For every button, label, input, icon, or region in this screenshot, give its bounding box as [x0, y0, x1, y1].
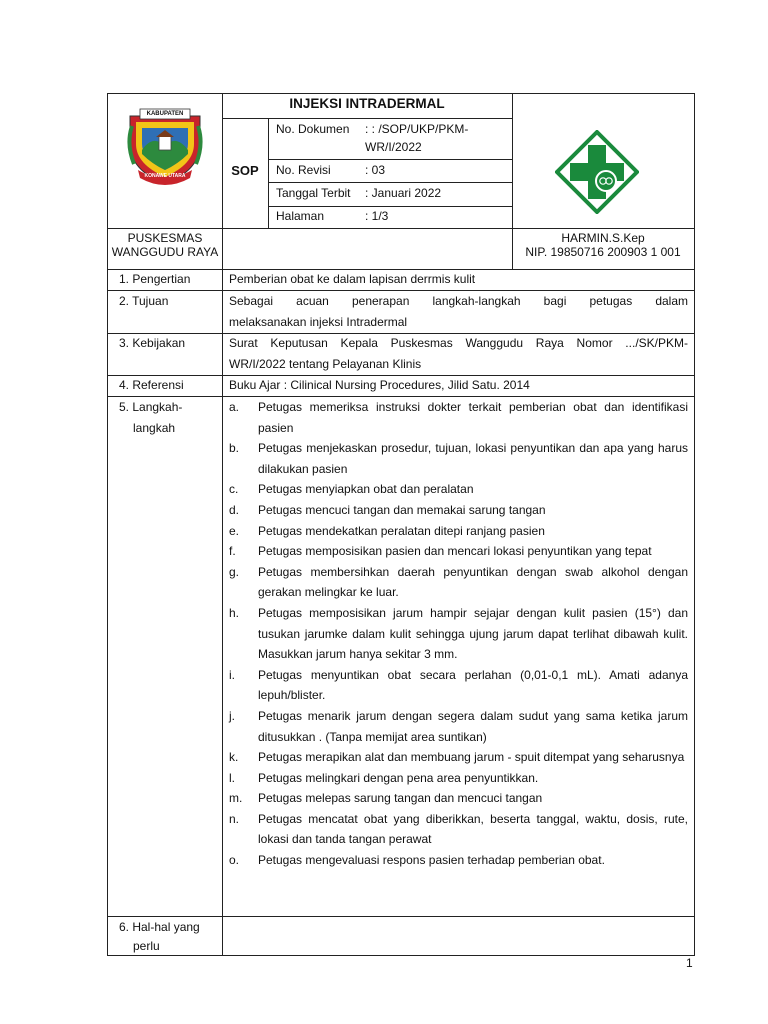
step-letter: a. — [229, 400, 240, 414]
org-name-line2: WANGGUDU RAYA — [111, 245, 219, 259]
step-item — [229, 479, 688, 500]
label-column-divider — [222, 93, 223, 955]
step-item — [229, 665, 688, 706]
step-letter: i. — [229, 667, 235, 682]
step-letter: d. — [229, 502, 240, 517]
logo-ribbon-text: KONAWE UTARA — [144, 173, 186, 179]
issue-date-label: Tanggal Terbit — [276, 186, 351, 200]
doc-number-label: No. Dokumen — [276, 122, 350, 136]
row-label-referensi: 4. Referensi — [119, 378, 184, 392]
revision-label: No. Revisi — [276, 163, 331, 177]
row-text-pengertian: Pemberian obat ke dalam lapisan derrmis kulit — [229, 272, 476, 286]
step-letter: j. — [229, 708, 235, 723]
step-item — [229, 521, 688, 542]
step-item — [229, 706, 688, 747]
step-text: Petugas memposisikan jarum hampir sejajar dengan kulit pasien (15°) dan tusukan jarumke dalam kulit sehingga ujung jarum dapat terlihat dibawah kulit. Masukkan jarum hanya sekitar 3 mm. — [258, 605, 688, 662]
doc-number-value: : : /SOP/UKP/PKM- — [365, 122, 469, 136]
step-text: Petugas mencuci tangan dan memakai sarung tangan — [258, 502, 546, 517]
org-name-line1: PUSKESMAS — [127, 231, 203, 245]
step-item — [229, 747, 688, 768]
step-text: Petugas mendekatkan peralatan ditepi ranjang pasien — [258, 523, 545, 538]
row-label-hal-1: 6. Hal-hal yang — [119, 920, 200, 934]
health-cross-logo — [555, 130, 639, 214]
document-title: INJEKSI INTRADERMAL — [289, 96, 445, 111]
row-label-pengertian: 1. Pengertian — [119, 272, 191, 286]
logo-banner-text: KABUPATEN — [146, 111, 184, 117]
step-text: Petugas memposisikan pasien dan mencari lokasi penyuntikan yang tepat — [258, 544, 652, 559]
step-letter: b. — [229, 441, 240, 456]
signer-name: HARMIN.S.Kep — [561, 231, 645, 245]
row-label-langkah-2: langkah — [133, 421, 176, 435]
signer-nip: NIP. 19850716 200903 1 001 — [525, 245, 681, 259]
step-text: Petugas memeriksa instruksi dokter terkait pemberian obat dan identifikasi pasien — [258, 400, 688, 435]
step-letter: m. — [229, 791, 243, 806]
step-item — [229, 562, 688, 603]
row-label-tujuan: 2. Tujuan — [119, 294, 169, 308]
step-letter: l. — [229, 770, 235, 785]
step-letter: e. — [229, 523, 240, 538]
sop-label: SOP — [231, 163, 259, 178]
row-label-kebijakan: 3. Kebijakan — [119, 336, 186, 350]
row-text-tujuan-2: melaksanakan injeksi Intradermal — [229, 315, 408, 329]
step-item — [229, 850, 688, 871]
step-letter: n. — [229, 811, 240, 826]
step-item — [229, 438, 688, 479]
step-item — [229, 500, 688, 521]
table-border-left — [107, 93, 108, 955]
step-item — [229, 541, 688, 562]
procedure-steps-list — [229, 397, 688, 871]
step-item — [229, 768, 688, 789]
step-letter: g. — [229, 564, 240, 579]
step-letter: c. — [229, 482, 239, 497]
page-number: 1 — [686, 956, 693, 970]
table-border-right — [694, 93, 695, 955]
step-text: Petugas membersihkan daerah penyuntikan dengan swab alkohol dengan gerakan melingkar ke luar. — [258, 564, 688, 600]
issue-date-value: : Januari 2022 — [365, 186, 442, 200]
kabupaten-logo — [118, 104, 212, 188]
step-text: Petugas melingkari dengan pena area penyuntikkan. — [258, 770, 539, 785]
step-item — [229, 788, 688, 809]
table-border-bottom — [107, 955, 695, 956]
step-letter: f. — [229, 544, 236, 559]
step-item — [229, 809, 688, 850]
step-text: Petugas menyiapkan obat dan peralatan — [258, 482, 474, 497]
step-text: Petugas mencatat obat yang diberikkan, beserta tanggal, waktu, dosis, rute, lokasi dan tanda tangan perawat — [258, 811, 688, 847]
page-value: : 1/3 — [365, 209, 389, 223]
step-item — [229, 397, 688, 438]
step-text: Petugas mengevaluasi respons pasien terhadap pemberian obat. — [258, 853, 605, 868]
step-text: Petugas menjekaskan prosedur, tujuan, lokasi penyuntikan dan apa yang harus dilakukan pasien — [258, 441, 688, 476]
sop-column-divider — [268, 118, 269, 228]
step-text: Petugas menarik jarum dengan segera dalam sudut yang sama ketika jarum ditusukkan . (Tanpa memijat area suntikan) — [258, 708, 688, 744]
step-letter: k. — [229, 750, 239, 765]
step-text: Petugas melepas sarung tangan dan mencuci tangan — [258, 791, 543, 806]
step-letter: o. — [229, 853, 240, 868]
row-text-kebijakan-2: WR/I/2022 tentang Pelayanan Klinis — [229, 357, 422, 371]
row-text-tujuan-1: Sebagai acuan penerapan langkah-langkah bagi petugas dalam — [229, 294, 688, 308]
row-text-referensi: Buku Ajar : Cilinical Nursing Procedures, Jilid Satu. 2014 — [229, 378, 530, 392]
step-text: Petugas merapikan alat dan membuang jarum - spuit ditempat yang seharusnya — [258, 750, 685, 765]
step-item — [229, 603, 688, 665]
step-letter: h. — [229, 605, 240, 620]
step-text: Petugas menyuntikan obat secara perlahan (0,01-0,1 mL). Amati adanya lepuh/blister. — [258, 667, 688, 703]
doc-number-value-cont: WR/I/2022 — [365, 140, 422, 154]
row-label-langkah-1: 5. Langkah- — [119, 400, 183, 414]
revision-value: : 03 — [365, 163, 386, 177]
page-label: Halaman — [276, 209, 325, 223]
row-label-hal-2: perlu — [133, 939, 160, 953]
row-text-kebijakan-1: Surat Keputusan Kepala Puskesmas Wanggudu Raya Nomor .../SK/PKM- — [229, 336, 688, 350]
